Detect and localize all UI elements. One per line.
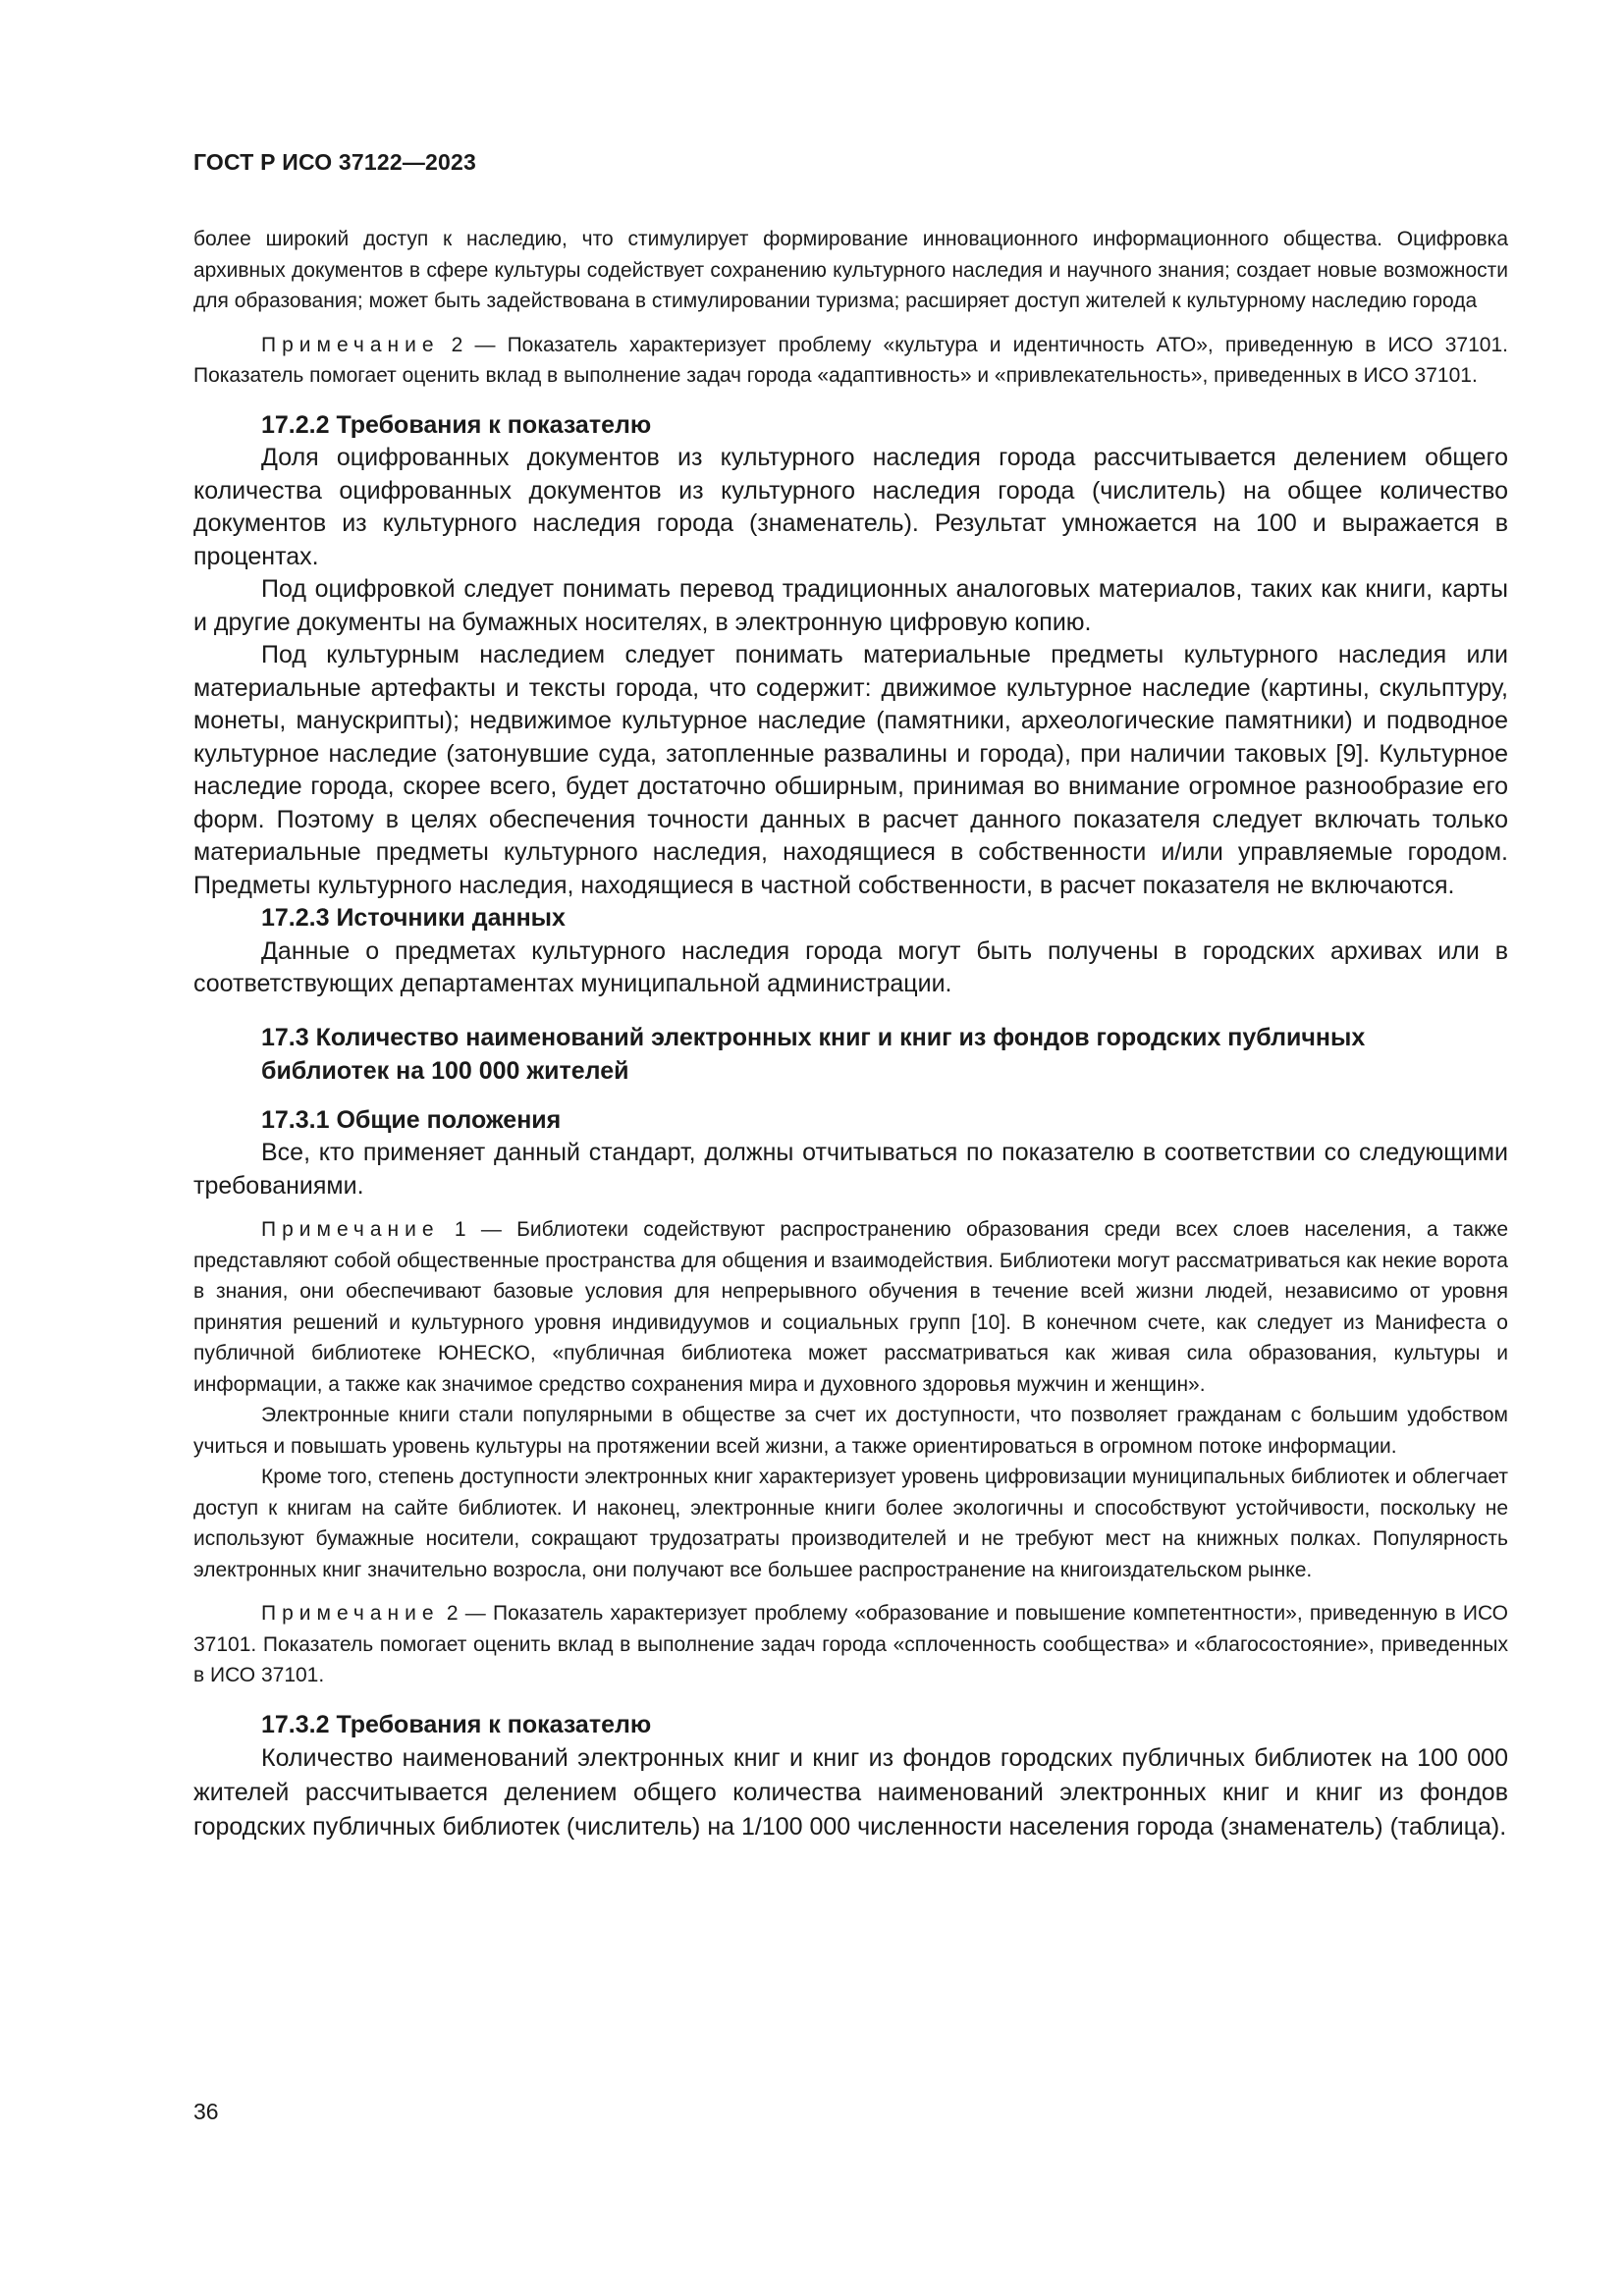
note-2-culture — [193, 330, 1508, 392]
note-text: 2 — Показатель характеризует проблему «образование и повышение компетентности», приведенную в ИСО 37101. Показатель помогает оценить вклад в выполнение задач города «сплоченность сообщества» и «благосостояние», приведенных в ИСО 37101. — [193, 1602, 1508, 1686]
page-number: 36 — [193, 2099, 219, 2124]
section-17-2-2-paragraph-1: Доля оцифрованных документов из культурного наследия города рассчитывается делением общего количества оцифрованных документов из культурного наследия города (числитель) на общее количество документов из культурного наследия города (знаменатель). Результат умножается на 100 и выражается в процентах. — [193, 444, 1508, 570]
document-header: ГОСТ Р ИСО 37122—2023 — [193, 149, 477, 175]
section-17-3-heading: 17.3 Количество наименований электронных книг и книг из фондов городских публичных библиотек на 100 000 жителей — [261, 1023, 1366, 1085]
note-label: Примечание — [261, 1218, 440, 1241]
note-text: 2 — Показатель характеризует проблему «культура и идентичность АТО», приведенную в ИСО 37101. Показатель помогает оценить вклад в выполнение задач города «адаптивность» и «привлекательность», приведенных в ИСО 37101. — [193, 333, 1508, 387]
section-17-3-1-paragraph-1: Все, кто применяет данный стандарт, должны отчитываться по показателю в соответствии со следующими требованиями. — [193, 1139, 1508, 1200]
section-17-2-3-heading: 17.2.3 Источники данных — [261, 904, 566, 932]
section-17-3-2-paragraph-1: Количество наименований электронных книг и книг из фондов городских публичных библиотек на 100 000 жителей рассчитывается делением общего количества наименований электронных книг и книг из фондов городских публичных библиотек (числитель) на 1/100 000 численности населения города (знаменатель) (таблица). — [193, 1744, 1508, 1841]
section-17-2-2-heading: 17.2.2 Требования к показателю — [261, 410, 652, 439]
note-label: Примечание — [261, 1602, 440, 1625]
note-1-libraries — [193, 1214, 1508, 1400]
section-17-2-2-paragraph-2: Под оцифровкой следует понимать перевод традиционных аналоговых материалов, таких как книги, карты и другие документы на бумажных носителях, в электронную цифровую копию. — [193, 575, 1508, 636]
section-17-2-2-paragraph-3: Под культурным наследием следует понимать материальные предметы культурного наследия или материальные артефакты и тексты города, что содержит: движимое культурное наследие (картины, скульптуру, монеты, манускрипты); недвижимое культурное наследие (памятники, археологические памятники) и подводное культурное наследие (затонувшие суда, затопленные развалины и города), при наличии таковых [9]. Культурное наследие города, скорее всего, будет достаточно обширным, принимая во внимание огромное разнообразие его форм. Поэтому в целях обеспечения точности данных в расчет данного показателя следует включать только материальные предметы культурного наследия, находящиеся в собственности и/или управляемые городом. Предметы культурного наследия, находящиеся в частной собственности, в расчет показателя не включаются. — [193, 641, 1508, 899]
intro-paragraph: более широкий доступ к наследию, что стимулирует формирование инновационного информационного общества. Оцифровка архивных документов в сфере культуры содействует сохранению культурного наследия и научного знания; создает новые возможности для образования; может быть задействована в стимулировании туризма; расширяет доступ жителей к культурному наследию города — [193, 228, 1508, 312]
section-17-3-1-heading: 17.3.1 Общие положения — [261, 1105, 562, 1134]
section-17-3-2-heading: 17.3.2 Требования к показателю — [261, 1710, 652, 1738]
note-2-education — [193, 1598, 1508, 1691]
ebooks-paragraph-1: Электронные книги стали популярными в обществе за счет их доступности, что позволяет гражданам с большим удобством учиться и повышать уровень культуры на протяжении всей жизни, а также ориентироваться в огромном потоке информации. — [193, 1404, 1508, 1458]
note-label: Примечание — [261, 333, 440, 356]
section-17-2-3-paragraph-1: Данные о предметах культурного наследия города могут быть получены в городских архивах или в соответствующих департаментах муниципальной администрации. — [193, 936, 1508, 997]
ebooks-paragraph-2: Кроме того, степень доступности электронных книг характеризует уровень цифровизации муниципальных библиотек и облегчает доступ к книгам на сайте библиотек. И наконец, электронные книги более экологичны и способствуют устойчивости, поскольку не используют бумажные носители, сокращают трудозатраты производителей и не требуют мест на книжных полках. Популярность электронных книг значительно возросла, они получают все большее распространение на книгоиздательском рынке. — [193, 1466, 1508, 1581]
note-text: 1 — Библиотеки содействуют распространению образования среди всех слоев населения, а также представляют собой общественные пространства для общения и взаимодействия. Библиотеки могут рассматриваться как некие ворота в знания, они обеспечивают базовые условия для непрерывного обучения в течение всей жизни людей, независимо от уровня принятия решений и культурного уровня индивидуумов и социальных групп [10]. В конечном счете, как следует из Манифеста о публичной библиотеке ЮНЕСКО, «публичная библиотека может рассматриваться как живая сила образования, культуры и информации, а также как значимое средство сохранения мира и духовного здоровья мужчин и женщин». — [193, 1218, 1508, 1396]
document-body — [193, 224, 1508, 1844]
